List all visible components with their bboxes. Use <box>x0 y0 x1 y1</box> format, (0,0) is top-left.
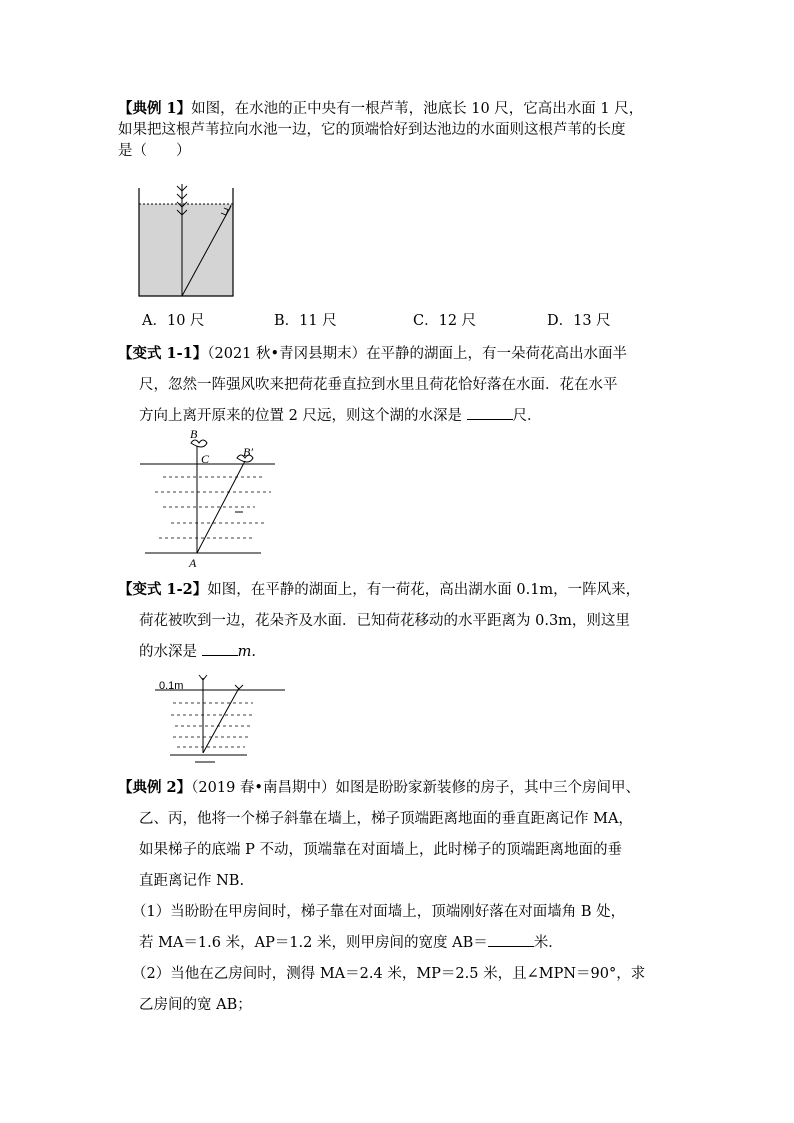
v12-text-1: 如图，在平静的湖面上，有一荷花，高出湖水面 0.1m，一阵风来， <box>207 582 641 598</box>
option-b: B．11 尺 <box>274 313 337 329</box>
label-0-1m: 0.1m <box>159 680 184 692</box>
ex1-text-1: 如图，在水池的正中央有一根芦苇，池底长 10 尺，它高出水面 1 尺， <box>191 101 644 117</box>
answer-blank-v11[interactable] <box>467 405 513 420</box>
v12-unit: m. <box>237 644 256 660</box>
ex2-line2: 乙、丙，他将一个梯子斜靠在墙上，梯子顶端距离地面的垂直距离记作 MA， <box>139 811 633 827</box>
lotus-figure-2 <box>155 670 290 766</box>
ex1-line3: 是（ ） <box>118 143 191 159</box>
v12-line3 <box>139 640 256 661</box>
v11-text-3: 方向上离开原来的位置 2 尺远，则这个湖的水深是 <box>139 408 462 424</box>
pond-reed-figure <box>130 180 245 300</box>
ex1-line1 <box>118 97 643 118</box>
v12-line1 <box>118 578 640 599</box>
ex2-part1-line1: （1）当盼盼在甲房间时，梯子靠在对面墙上，顶端刚好落在对面墙角 B 处， <box>132 904 626 920</box>
ex2-line3: 如果梯子的底端 P 不动，顶端靠在对面墙上，此时梯子的顶端距离地面的垂 <box>139 842 622 858</box>
v11-line3 <box>139 404 542 425</box>
ex1-tag: 【典例 1】 <box>118 100 192 117</box>
v12-line2: 荷花被吹到一边，花朵齐及水面．已知荷花移动的水平距离为 0.3m，则这里 <box>139 613 630 629</box>
v11-text-1: （2021 秋•青冈县期末）在平静的湖面上，有一朵荷花高出水面半 <box>207 346 628 362</box>
option-d: D．13 尺 <box>547 313 611 329</box>
ex2-text-1: （2019 春•南昌期中）如图是盼盼家新装修的房子，其中三个房间甲、 <box>191 780 640 796</box>
ex2-part1-text: 若 MA＝1.6 米，AP＝1.2 米，则甲房间的宽度 AB＝ <box>139 935 488 951</box>
label-a: A <box>189 556 197 568</box>
option-c: C．12 尺 <box>413 313 477 329</box>
ex2-part2-line2: 乙房间的宽 AB； <box>139 997 252 1013</box>
v11-tag: 【变式 1-1】 <box>118 345 208 362</box>
answer-blank-v12[interactable] <box>202 641 238 656</box>
ex2-part1-unit: 米． <box>533 935 563 951</box>
label-b-prime: B′ <box>243 445 253 459</box>
ex2-tag: 【典例 2】 <box>118 779 192 796</box>
option-a: A．10 尺 <box>142 313 205 329</box>
ex2-line4: 直距离记作 NB. <box>139 873 245 889</box>
ex1-line2: 如果把这根芦苇拉向水池一边，它的顶端恰好到达池边的水面则这根芦苇的长度 <box>118 122 626 138</box>
answer-blank-ex2[interactable] <box>488 932 534 947</box>
v12-text-3: 的水深是 <box>139 644 197 660</box>
label-b: B <box>190 427 198 441</box>
v11-line1 <box>118 342 627 363</box>
v11-line2: 尺，忽然一阵强风吹来把荷花垂直拉到水里且荷花恰好落在水面．花在水平 <box>139 377 618 393</box>
v11-unit: 尺． <box>512 408 542 424</box>
v12-tag: 【变式 1-2】 <box>118 581 208 598</box>
label-c: C <box>201 452 210 466</box>
ex2-line1 <box>118 776 640 797</box>
ex2-part2-line1: （2）当他在乙房间时，测得 MA＝2.4 米，MP＝2.5 米，且∠MPN＝90°，求 <box>132 966 646 982</box>
ex2-part1-line2 <box>139 931 563 952</box>
lotus-figure-1 <box>135 426 285 568</box>
